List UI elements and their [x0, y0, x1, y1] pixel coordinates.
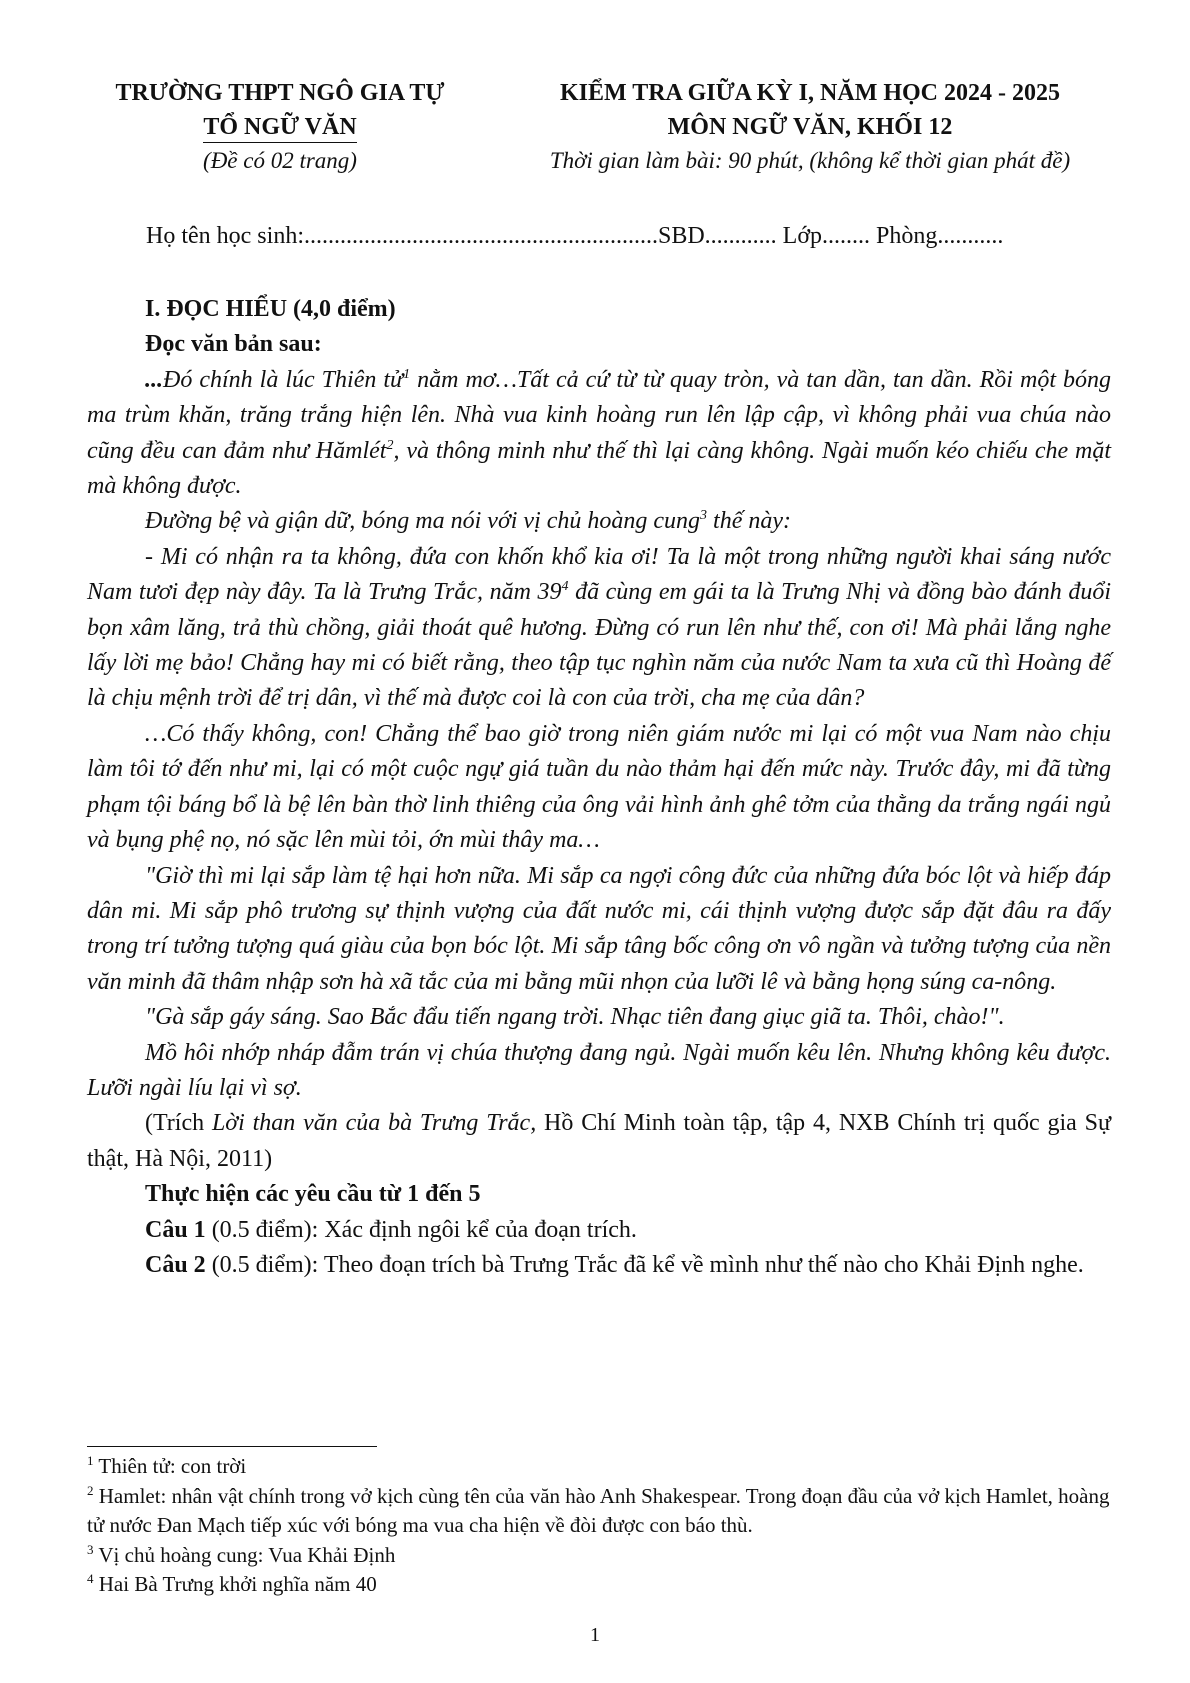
footnote: $^4$ Hai Bà Trưng khởi nghĩa năm 40: [87, 1571, 377, 1596]
passage-paragraph: - Mi có nhận ra ta không, đứa con khốn khổ kia ơi! Ta là một trong những người khai sáng nước Nam tươi đẹp này đây. Ta là Trưng Trắc, năm $39^4$ đã cùng em gái ta là Trưng Nhị và đồng bào đánh đuổi bọn xâm lăng, trả thù chồng, giải thoát quê hương. Đừng có run lên như thế, con ơi! Mà phải lắng nghe lấy lời mẹ bảo! Chẳng hay mi có biết rằng, theo tập tục nghìn năm của nước Nam ta xưa cũ thì Hoàng đế là chịu mệnh trời để trị dân, vì thế mà được coi là con của trời, cha mẹ của dân?: [87, 543, 1111, 712]
pages-note: (Đề có 02 trang): [203, 148, 357, 173]
page-number: 1: [590, 1624, 600, 1646]
question-2: Câu 2 (0.5 điểm): Theo đoạn trích bà Trưng Trắc đã kể về mình như thế nào cho Khải Định nghe.: [145, 1251, 1084, 1278]
footnote: $^3$ Vị chủ hoàng cung: Vua Khải Định: [87, 1541, 396, 1567]
school-name: TRƯỜNG THPT NGÔ GIA TỰ: [115, 80, 445, 106]
question-1: Câu 1 (0.5 điểm): Xác định ngôi kể của đoạn trích.: [145, 1216, 637, 1243]
footnote-ref: 1: [403, 366, 411, 382]
footnotes: [87, 1452, 1111, 1600]
citation: (Trích Lời than văn của bà Trưng Trắc, Hồ Chí Minh toàn tập, tập 4, NXB Chính trị quốc gia Sự thật, Hà Nội, 2011): [87, 1110, 1112, 1172]
footnote-ref: 3: [700, 508, 708, 524]
department-name: TỔ NGỮ VĂN: [203, 112, 356, 143]
exam-body: [87, 292, 1111, 1283]
exam-title: KIỂM TRA GIỮA KỲ I, NĂM HỌC 2024 - 2025: [559, 80, 1060, 106]
subject-line: MÔN NGỮ VĂN, KHỐI 12: [667, 114, 953, 140]
header-right: [500, 76, 1120, 178]
student-info-line: Họ tên học sinh:...........................................................SBD............ Lớp........ Phòng...........: [146, 223, 1004, 249]
section-heading: I. ĐỌC HIỂU (4,0 điểm): [145, 296, 396, 322]
passage-paragraph: …Có thấy không, con! Chẳng thể bao giờ trong niên giám nước mi lại có một vua Nam nào chịu làm tôi tớ đến như mi, lại có một cuộc ngự giá tuần du nào thảm hại đến mức này. Trước đây, mi đã từng phạm tội báng bổ là bệ lên bàn thờ linh thiêng của ông vải hình ảnh ghê tởm của thằng da trắng ngái ngủ và bụng phệ nọ, nó sặc lên mùi tỏi, ớn mùi thây ma…: [87, 720, 1111, 854]
footnote: $^1$ Thiên tử: con trời: [87, 1453, 247, 1478]
footnote-divider: [87, 1446, 377, 1447]
question-label: Câu 1: [145, 1216, 206, 1243]
ellipsis-lead: ...: [145, 366, 163, 393]
header-left: [80, 76, 480, 178]
footnote-ref: 4: [561, 579, 569, 595]
passage-paragraph: "Gà sắp gáy sáng. Sao Bắc đẩu tiến ngang trời. Nhạc tiên đang giục giã ta. Thôi, chào!".: [145, 1004, 1005, 1031]
footnote: $^2$ Hamlet: nhân vật chính trong vở kịch cùng tên của văn hào Anh Shakespear. Trong đoạn đầu của vở kịch Hamlet, hoàng tử nước Đan Mạch tiếp xúc với bóng ma vua cha hiện về đòi được con báo thù.: [87, 1482, 1110, 1537]
time-note: Thời gian làm bài: 90 phút, (không kể thời gian phát đề): [549, 148, 1071, 173]
passage-paragraph: Đường bệ và giận dữ, bóng ma nói với vị chủ hoàng cung$^3$ thế này:: [145, 508, 792, 535]
passage-paragraph: ...Đó chính là lúc Thiên tử$^1$ nằm mơ…Tất cả cứ từ từ quay tròn, và tan dần, tan dần. Rồi một bóng ma trùm khăn, trăng trắng hiện lên. Nhà vua kinh hoàng run lên lập cập, vì không phải vua chúa nào cũng đều can đảm như Hămlét$^2$, và thông minh như thế thì lại càng không. Ngài muốn kéo chiếu che mặt mà không được.: [87, 366, 1112, 500]
citation-title: Lời than văn của bà Trưng Trắc,: [211, 1110, 537, 1137]
tasks-heading: Thực hiện các yêu cầu từ 1 đến 5: [145, 1181, 481, 1208]
passage-paragraph: "Giờ thì mi lại sắp làm tệ hại hơn nữa. Mi sắp ca ngợi công đức của những đứa bóc lột và hiếp đáp dân mi. Mi sắp phô trương sự thịnh vượng của đất nước mi, cái thịnh vượng được sắp đặt đâu ra đấy trong trí tưởng tượng quá giàu của bọn bóc lột. Mi sắp tâng bốc công ơn vô ngần và tưởng tượng của nền văn minh đã thâm nhập sơn hà xã tắc của mi bằng mũi nhọn của lưỡi lê và bằng họng súng ca-nông.: [87, 862, 1111, 995]
passage-paragraph: Mồ hôi nhớp nháp đẫm trán vị chúa thượng đang ngủ. Ngài muốn kêu lên. Nhưng không kêu được. Lưỡi ngài líu lại vì sợ.: [87, 1039, 1111, 1101]
question-label: Câu 2: [145, 1251, 206, 1278]
reading-instruction: Đọc văn bản sau:: [145, 331, 322, 358]
footnote-ref: 2: [386, 437, 394, 453]
